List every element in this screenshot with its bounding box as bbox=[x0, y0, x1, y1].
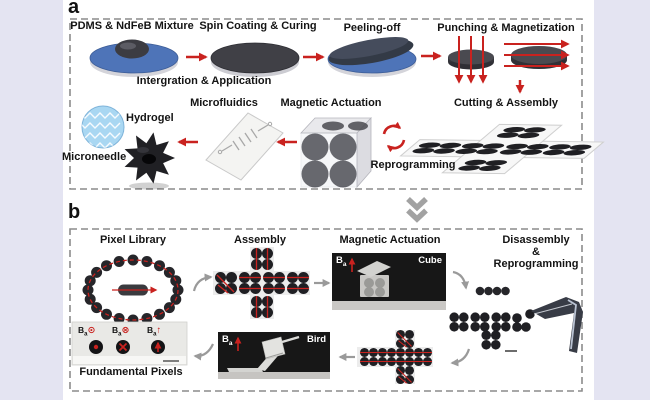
curved-arrow-4-icon bbox=[195, 344, 213, 356]
microfluidics-label: Microfluidics bbox=[190, 97, 258, 109]
reprogramming-cycle-icon bbox=[384, 126, 404, 148]
disassembly-label-line1: Disassembly bbox=[502, 234, 570, 246]
integration-heading: Intergration & Application bbox=[136, 75, 272, 87]
actuation-cube-illustration bbox=[301, 118, 371, 188]
pixel-library-label: Pixel Library bbox=[99, 234, 167, 246]
peeling-wafer-illustration bbox=[327, 33, 416, 77]
bird-photo-caption: Bird bbox=[307, 334, 326, 345]
curved-arrow-2-icon bbox=[453, 272, 466, 288]
spin-coated-wafer-illustration bbox=[211, 43, 299, 77]
cutting-assembly-label: Cutting & Assembly bbox=[453, 97, 559, 109]
curved-arrow-3-icon bbox=[452, 349, 469, 363]
cube-photo-field-label: $B_a$ bbox=[336, 255, 347, 268]
panel-b-label: b bbox=[68, 201, 81, 223]
hydrogel-illustration bbox=[80, 106, 124, 148]
pixel-symbol-label-out: $B_a⊙$ bbox=[78, 325, 96, 338]
pixel-symbol-label-up: $B_a↑$ bbox=[147, 325, 162, 338]
pixel-symbol-label-in: $B_a\otimes$ bbox=[112, 325, 130, 338]
disassembly-label-line2: & bbox=[532, 246, 540, 258]
magnetization-disc-illustration bbox=[504, 44, 568, 69]
fundamental-pixels-label: Fundamental Pixels bbox=[79, 366, 183, 378]
assembly-cross-illustration bbox=[213, 247, 310, 319]
magnetic-actuation-a-label: Magnetic Actuation bbox=[280, 97, 382, 109]
step2-label: Spin Coating & Curing bbox=[199, 20, 317, 32]
step3-label: Peeling-off bbox=[343, 22, 401, 34]
wafer-mixture-illustration bbox=[90, 40, 178, 78]
punching-disc-illustration bbox=[448, 36, 494, 82]
microneedle-label: Microneedle bbox=[62, 151, 127, 163]
cube-photo-caption: Cube bbox=[418, 255, 442, 266]
bird-photo-field-label: $B_a$ bbox=[222, 334, 233, 347]
reprogramming-label: Reprogramming bbox=[370, 159, 456, 171]
curved-arrow-1-icon bbox=[194, 277, 211, 291]
assembly-label: Assembly bbox=[234, 234, 286, 246]
magnetic-actuation-b-label: Magnetic Actuation bbox=[339, 234, 441, 246]
hydrogel-label: Hydrogel bbox=[126, 112, 174, 124]
reprogrammed-cross-illustration bbox=[357, 330, 433, 384]
step1-label: PDMS & NdFeB Mixture bbox=[70, 20, 194, 32]
panel-a-label: a bbox=[68, 0, 80, 18]
double-chevron-down-icon bbox=[408, 199, 426, 219]
pixel-library-illustration bbox=[83, 255, 184, 326]
disassembly-label-line3: Reprogramming bbox=[493, 258, 579, 270]
step4-label: Punching & Magnetization bbox=[437, 22, 575, 34]
disassembly-illustration bbox=[449, 287, 583, 353]
microfluidic-chip-illustration bbox=[206, 113, 283, 180]
microneedle-illustration bbox=[125, 132, 175, 189]
